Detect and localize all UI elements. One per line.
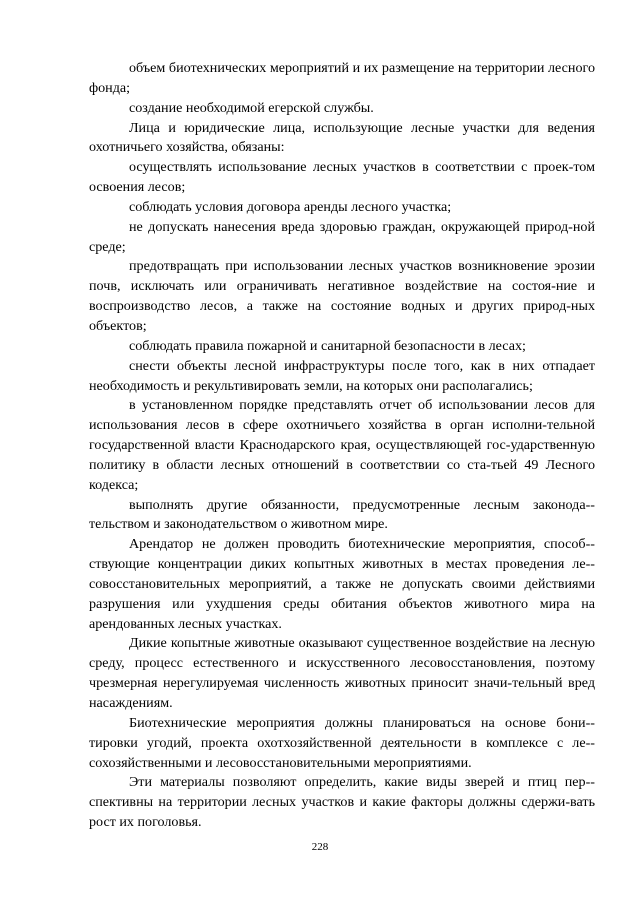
paragraph-7: предотвращать при использовании лесных участков возникновение эрозии почв, исключать или ограничивать негативное воздействие на состоя-ние и воспроизводство лесов, а также на состояние водных и других природ-ных объектов;: [89, 258, 595, 334]
paragraph-15: Эти материалы позволяют определить, какие виды зверей и птиц пер-спективны на территории лесных участков и какие факторы должны сдержи-вать рост их поголовья.: [89, 774, 595, 831]
paragraph-10: в установленном порядке представлять отчет об использовании лесов для использования лесов в сфере охотничьего хозяйства в орган исполни-тельной государственной власти Краснодарского края, осуществляющей гос-ударственную политику в области лесных отношений в соответствии со ста-тьей 49 Лесного кодекса;: [89, 397, 595, 493]
paragraph-11: выполнять другие обязанности, предусмотренные лесным законода-тельством и законодательством о животном мире.: [89, 496, 595, 533]
paragraph-13: Дикие копытные животные оказывают существенное воздействие на лесную среду, процесс естественного и искусственного лесовосстановления, поэтому чрезмерная нерегулируемая численность животных приносит значи-тельный вред насаждениям.: [89, 635, 595, 711]
paragraph-1: объем биотехнических мероприятий и их размещение на территории лесного фонда;: [89, 60, 595, 96]
paragraph-2: создание необходимой егерской службы.: [129, 99, 374, 116]
paragraph-3: Лица и юридические лица, использующие лесные участки для ведения охотничьего хозяйства, обязаны:: [89, 119, 595, 156]
paragraph-6: не допускать нанесения вреда здоровью граждан, окружающей природ-ной среде;: [89, 218, 595, 255]
page-number: 228: [311, 841, 329, 853]
paragraph-4: осуществлять использование лесных участков в соответствии с проек-том освоения лесов;: [89, 159, 595, 196]
paragraph-14: Биотехнические мероприятия должны планироваться на основе бони-тировки угодий, проекта охотхозяйственной деятельности в комплексе с ле-сохозяйственными и лесовосстановительными мероприятиями.: [89, 714, 595, 771]
body-text: [89, 59, 595, 833]
paragraph-12: Арендатор не должен проводить биотехнические мероприятия, способ-ствующие концентрации диких копытных животных в местах проведения ле-совосстановительных мероприятий, а также не допускать своими действиями разрушения или ухудшения среды обитания объектов животного мира на арендованных лесных участках.: [89, 536, 595, 632]
paragraph-5: соблюдать условия договора аренды лесного участка;: [129, 198, 452, 215]
paragraph-9: снести объекты лесной инфраструктуры после того, как в них отпадает необходимость и рекультивировать земли, на которых они располагались;: [89, 357, 595, 394]
paragraph-8: соблюдать правила пожарной и санитарной безопасности в лесах;: [129, 337, 526, 354]
